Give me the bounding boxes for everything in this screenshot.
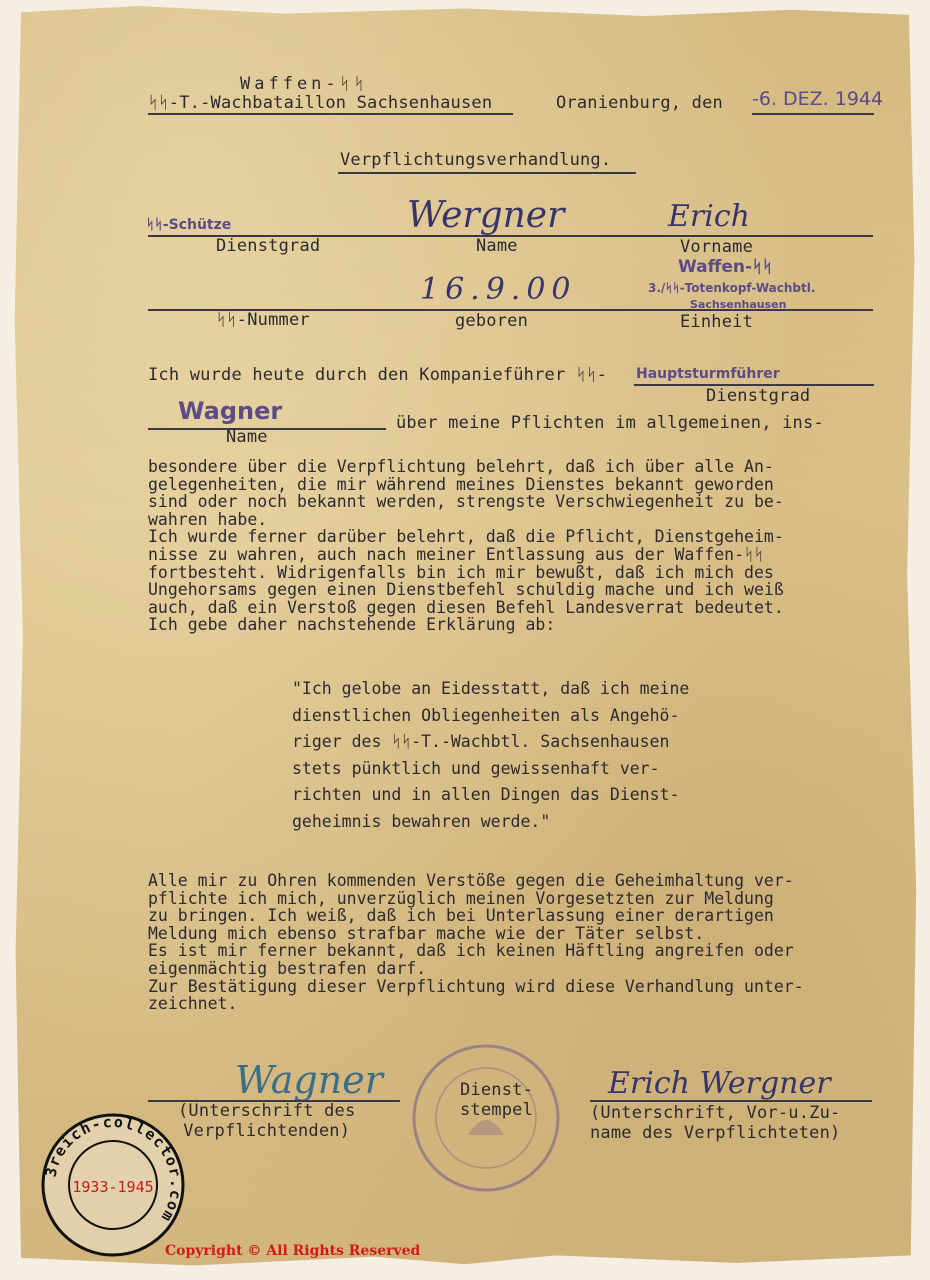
left-signature: Wagner: [235, 1058, 383, 1102]
born-label: geboren: [455, 311, 529, 331]
watermark-ring-text: 3reich-collector.com: [41, 1112, 186, 1226]
paragraph-2: Alle mir zu Ohren kommenden Verstöße gegen die Geheimhaltung ver- pflichte ich mich, unverzüglich meinen Vorgesetzten zur Meldung zu bringen. Ich weiß, daß ich bei Unterlassung einer derartigen Meldung mich ebenso strafbar mache wie der Täter selbst. Es ist mir ferner bekannt, daß ich keinen Häftling angreifen oder eigenmächtig bestrafen darf. Zur Bestätigung dieser Verpflichtung wird diese Verhandlung unter- zeichnet.: [148, 871, 804, 1014]
commander-name-stamp: Wagner: [178, 397, 283, 425]
watermark-years: 1933-1945: [72, 1178, 154, 1196]
right-signature-line: [590, 1100, 872, 1102]
firstname-handwritten: Erich: [668, 199, 750, 234]
commander-rank-stamp: Hauptsturmführer: [636, 366, 780, 382]
seal-label: Dienst- stempel: [460, 1080, 534, 1120]
date-underline: [752, 113, 874, 115]
commander-rank-label: Dienstgrad: [706, 386, 811, 406]
date-stamp: -6. DEZ. 1944: [752, 88, 884, 110]
title-underline: [338, 172, 636, 174]
unit-stamp-line3: Sachsenhausen: [690, 298, 787, 311]
left-signature-label: (Unterschrift des Verpflichtenden): [178, 1101, 356, 1141]
copyright-notice: Copyright © All Rights Reserved: [165, 1243, 421, 1259]
unit-underline: [148, 113, 513, 115]
rank-label: Dienstgrad: [216, 236, 321, 256]
unit-line1: Waffen-ᛋᛋ: [240, 74, 369, 94]
unit-label: Einheit: [680, 312, 754, 332]
number-label: ᛋᛋ-Nummer: [216, 310, 310, 330]
unit-stamp-line1: Waffen-ᛋᛋ: [678, 257, 773, 277]
instruction-line1: Ich wurde heute durch den Kompanieführer ᛋᛋ-: [148, 365, 608, 385]
commander-name-label: Name: [226, 427, 268, 447]
paragraph-1: besondere über die Verpflichtung belehrt, daß ich über alle An- gelegenheiten, die mir während meines Dienstes bekannt geworden sind oder noch bekannt werden, strengste Verschwiegenheit zu be- wahren habe. Ich wurde ferner darüber belehrt, daß die Pflicht, Dienstgeheim- nisse zu wahren, auch nach meiner Entlassung aus der Waffen-ᛋᛋ fortbesteht. Widrigenfalls bin ich mir bewußt, daß ich mich des Ungehorsams gegen einen Dienstbefehl schuldig mache und ich weiß auch, daß ein Verstoß gegen diesen Befehl Landesverrat bedeutet. Ich gebe daher nachstehende Erklärung ab:: [148, 457, 784, 635]
document-title: Verpflichtungsverhandlung.: [340, 150, 612, 170]
birthdate-handwritten: 16.9.00: [420, 272, 577, 307]
right-signature-label: (Unterschrift, Vor-u.Zu- name des Verpflichteten): [590, 1103, 841, 1143]
unit-stamp-line2: 3./ᛋᛋ-Totenkopf-Wachbtl.: [648, 281, 816, 295]
rank-stamp: ᛋᛋ-Schütze: [146, 217, 232, 233]
right-signature: Erich Wergner: [608, 1066, 831, 1101]
name-label: Name: [476, 236, 518, 256]
oath-text: "Ich gelobe an Eidesstatt, daß ich meine dienstlichen Obliegenheiten als Angehö- riger des ᛋᛋ-T.-Wachbtl. Sachsenhausen stets pünktlich und gewissenhaft ver- richten und in allen Dingen das Dienst- geheimnis bewahren werde.": [292, 679, 690, 831]
watermark-logo: [38, 1110, 188, 1260]
surname-handwritten: Wergner: [407, 195, 565, 236]
place-date-label: Oranienburg, den: [556, 93, 723, 113]
unit-line2: ᛋᛋ-T.-Wachbataillon Sachsenhausen: [148, 93, 493, 113]
instruction-line2: über meine Pflichten im allgemeinen, ins-: [396, 413, 824, 433]
firstname-label: Vorname: [680, 237, 754, 257]
